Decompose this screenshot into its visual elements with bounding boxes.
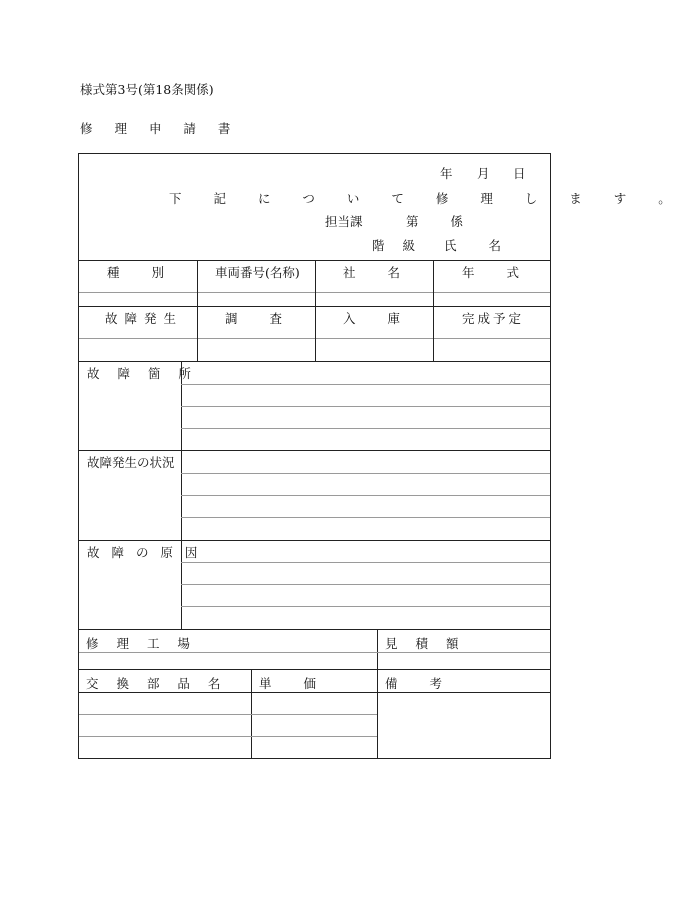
- writing-line: [181, 384, 550, 385]
- writing-line: [181, 428, 550, 429]
- writing-line: [181, 517, 550, 518]
- writing-line: [181, 473, 550, 474]
- writing-line: [181, 584, 550, 585]
- failure-date-header: 故障発生: [105, 311, 184, 326]
- repair-shop-label: 修 理 工 場: [86, 636, 197, 651]
- type-header: 種 別: [107, 265, 178, 280]
- inspection-header: 調 査: [225, 311, 296, 326]
- failure-location-label: 故 障 箇 所: [87, 366, 198, 381]
- section-rule: [79, 540, 550, 541]
- day-label: 日: [513, 166, 526, 181]
- table-rule: [79, 361, 550, 362]
- writing-line: [79, 652, 550, 653]
- section-rule: [79, 629, 550, 630]
- form-number: 様式第3号(第18条関係): [80, 82, 214, 97]
- column-divider: [433, 260, 434, 361]
- section-rule: [79, 669, 550, 670]
- application-form: [78, 153, 685, 759]
- year-label: 年: [440, 166, 453, 181]
- rank-label: 階 級: [372, 238, 422, 253]
- notes-label: 備 考: [385, 676, 456, 691]
- completion-header: 完成予定: [462, 311, 525, 326]
- table-rule: [79, 692, 550, 693]
- month-label: 月: [477, 166, 490, 181]
- failure-situation-label: 故障発生の状況: [87, 455, 175, 470]
- writing-line: [79, 736, 377, 737]
- column-divider: [377, 629, 378, 758]
- garage-entry-header: 入 庫: [343, 311, 414, 326]
- document-title: 修 理 申 請 書: [80, 121, 240, 136]
- writing-line: [79, 714, 377, 715]
- section-rule: [79, 450, 550, 451]
- writing-line: [181, 406, 550, 407]
- parts-name-label: 交 換 部 品 名: [86, 676, 228, 691]
- unit-price-label: 単 価: [259, 676, 330, 691]
- statement-text: 下 記 に つ い て 修 理 し ま す 。: [169, 191, 685, 206]
- company-header: 社 名: [343, 265, 414, 280]
- writing-line: [181, 606, 550, 607]
- writing-line: [181, 562, 550, 563]
- column-divider: [315, 260, 316, 361]
- model-year-header: 年 式: [462, 265, 533, 280]
- writing-line: [181, 495, 550, 496]
- vehicle-number-header: 車両番号(名称): [215, 265, 300, 280]
- estimate-label: 見 積 額: [385, 636, 466, 651]
- section-label: 第 係: [406, 214, 477, 229]
- failure-cause-label: 故 障 の 原 因: [87, 545, 202, 560]
- column-divider: [197, 260, 198, 361]
- name-label: 氏 名: [444, 238, 515, 253]
- department-label: 担当課: [325, 214, 363, 229]
